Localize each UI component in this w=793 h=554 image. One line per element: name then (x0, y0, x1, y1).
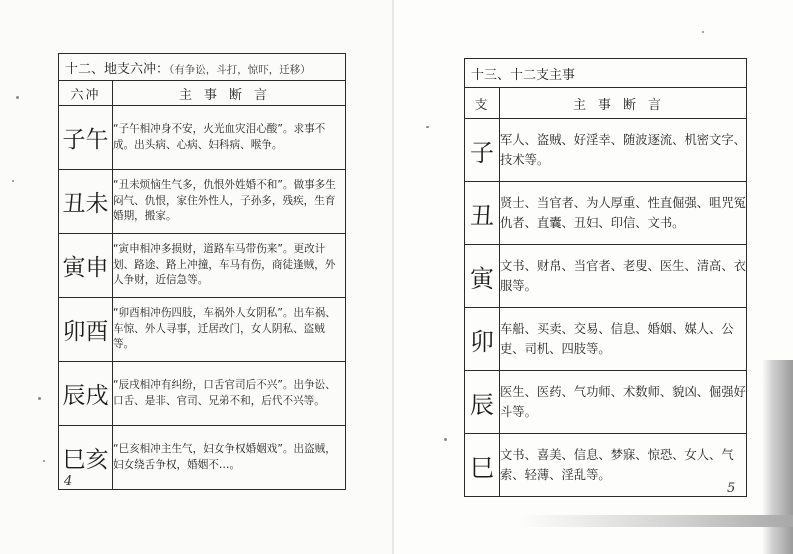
left-table (58, 53, 346, 490)
left-row-key: 辰戌 (59, 362, 113, 426)
left-row-text: “辰戌相冲有纠纷，口舌官司后不兴”。出争讼、口舌、是非、官司、兄弟不和，后代不兴等。 (113, 362, 346, 426)
left-row-text: “寅申相冲多损财，道路车马带伤来”。更改计划、路途、路上冲撞，车马有伤，商徒逢贼，外人争财，近信急等。 (113, 234, 346, 298)
right-row-key: 巳 (465, 434, 500, 497)
scan-speck (43, 460, 45, 462)
left-row-text: “巳亥相冲主生气，妇女争权婚姻戏”。出盗贼，妇女绕舌争权，婚姻不…。 (113, 426, 346, 490)
right-header-desc: 主事断言 (500, 88, 747, 119)
right-header-key: 支 (465, 88, 500, 119)
right-table (464, 58, 747, 497)
left-header-key: 六冲 (59, 81, 113, 106)
right-row-text: 文书、喜美、信息、梦寐、惊恐、女人、气索、轻薄、淫乱等。 (500, 434, 747, 497)
right-row-text: 文书、财帛、当官者、老叟、医生、清高、衣服等。 (500, 245, 747, 308)
left-table-title: 十二、地支六冲： (65, 61, 170, 77)
left-row-key: 巳亥 (59, 426, 113, 490)
scan-speck (16, 96, 19, 99)
right-row-key: 丑 (465, 182, 500, 245)
right-row-key: 卯 (465, 308, 500, 371)
left-row-key: 卯酉 (59, 298, 113, 362)
scan-speck (444, 438, 447, 441)
right-row-key: 寅 (465, 245, 500, 308)
left-row-key: 丑未 (59, 170, 113, 234)
scan-speck (38, 397, 41, 400)
left-row-text: “子午相冲身不安，火光血灾泪心酸”。求事不成。出头病、心病、妇科病、喉争。 (113, 106, 346, 170)
left-table-title-cell (59, 54, 346, 81)
page-number-left: 4 (64, 474, 73, 489)
left-table-title-note: （有争讼，斗打，惊吓，迁移） (169, 63, 311, 76)
right-row-key: 辰 (465, 371, 500, 434)
left-row-key: 寅申 (59, 234, 113, 298)
right-row-text: 医生、医药、气功师、术数师、貌凶、倔强好斗等。 (500, 371, 747, 434)
page-number-right: 5 (727, 481, 736, 496)
left-row-text: “丑未烦恼生气多，仇恨外姓婚不和”。做事多生闷气、仇恨，家住外性人，子孙多，残疾，生育婚期，搬家。 (113, 170, 346, 234)
right-row-text: 贤士、当官者、为人厚重、性直倔强、咀咒冤仇者、直囊、丑妇、印信、文书。 (500, 182, 747, 245)
left-header-desc: 主事断言 (113, 81, 346, 106)
left-row-text: “卯酉相冲伤四肢，车祸外人女阴私”。出车祸、车惊、外人寻事，迁居改门，女人阴私、盗贼等。 (113, 298, 346, 362)
left-row-key: 子午 (59, 106, 113, 170)
right-row-text: 车船、买卖、交易、信息、婚姻、媒人、公吏、司机、四肢等。 (500, 308, 747, 371)
scan-speck (12, 180, 14, 182)
right-row-text: 军人、盗贼、好淫幸、随波逐流、机密文字、技术等。 (500, 119, 747, 182)
right-table-title-cell (465, 59, 747, 88)
right-table-title: 十三、十二支主事 (471, 67, 576, 83)
scan-speck (426, 126, 429, 128)
scan-bottom-shadow (520, 515, 793, 527)
scan-speck (702, 31, 704, 33)
right-row-key: 子 (465, 119, 500, 182)
